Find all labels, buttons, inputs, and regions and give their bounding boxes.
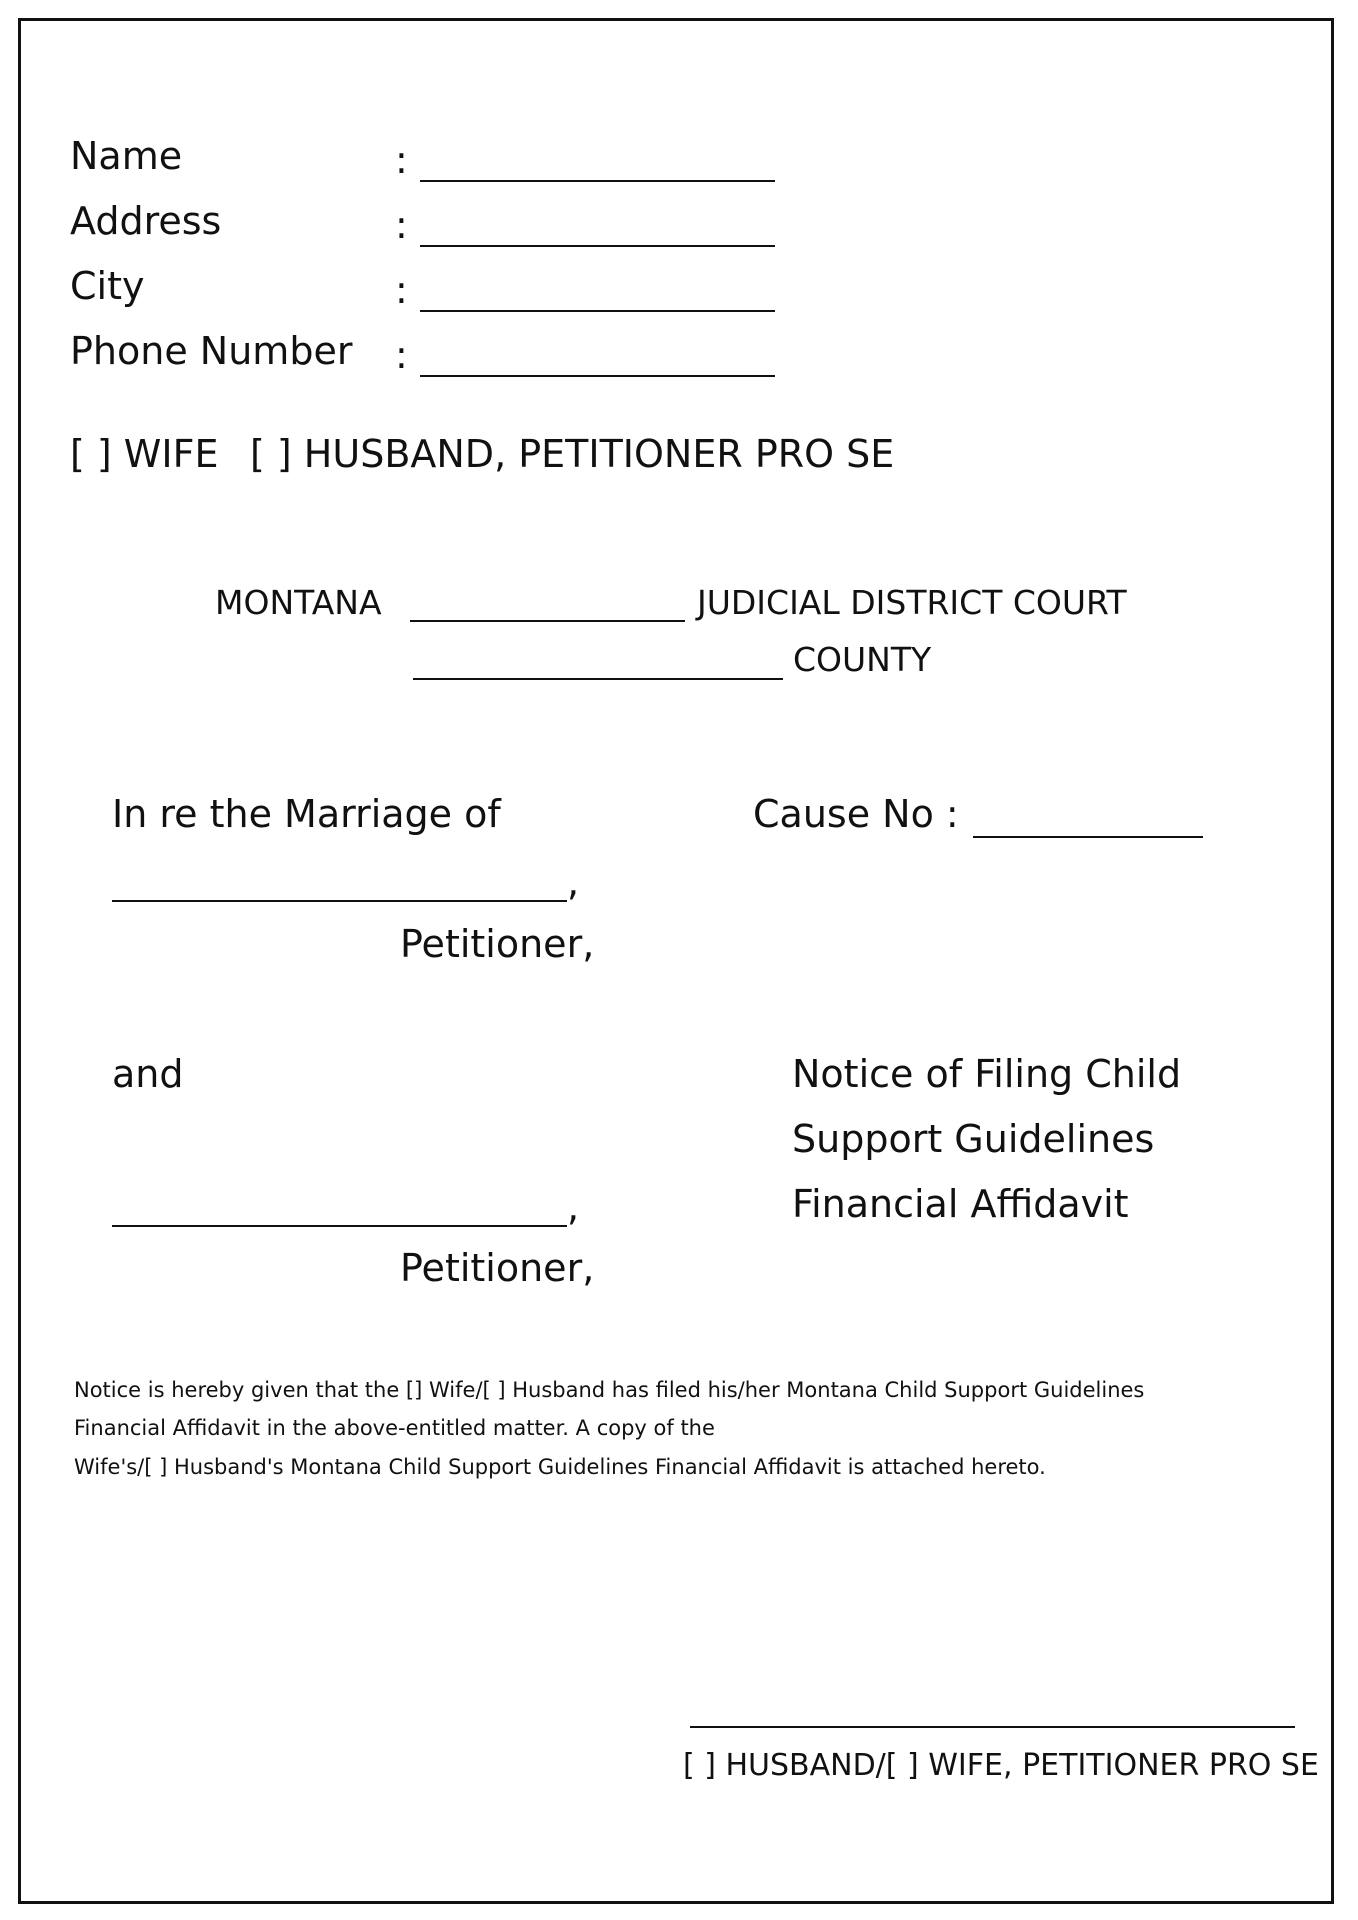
page-border bbox=[18, 18, 1334, 1904]
husband-checkbox-label[interactable]: [ ] HUSBAND, PETITIONER PRO SE bbox=[250, 432, 895, 476]
notice-line-3: Wife's/[ ] Husband's Montana Child Support Guidelines Financial Affidavit is attached hereto. bbox=[74, 1455, 1046, 1479]
court-district-suffix: JUDICIAL DISTRICT COURT bbox=[697, 583, 1127, 622]
city-label: City bbox=[70, 264, 145, 308]
petitioner-2-label: Petitioner, bbox=[400, 1246, 595, 1290]
in-re-marriage-label: In re the Marriage of bbox=[112, 792, 501, 836]
signature-line[interactable] bbox=[690, 1726, 1295, 1728]
title-line-1: Notice of Filing Child bbox=[792, 1052, 1182, 1096]
address-field[interactable] bbox=[420, 245, 775, 247]
address-colon: : bbox=[395, 203, 408, 247]
county-name-field[interactable] bbox=[413, 678, 783, 680]
title-line-2: Support Guidelines bbox=[792, 1117, 1155, 1161]
signature-caption: [ ] HUSBAND/[ ] WIFE, PETITIONER PRO SE bbox=[683, 1748, 1319, 1783]
name-field[interactable] bbox=[420, 180, 775, 182]
petitioner-1-label: Petitioner, bbox=[400, 922, 595, 966]
petitioner-1-comma: , bbox=[567, 860, 580, 904]
court-state: MONTANA bbox=[215, 583, 382, 622]
petitioner-1-name-field[interactable] bbox=[112, 900, 567, 902]
petitioner-2-name-field[interactable] bbox=[112, 1225, 567, 1227]
address-label: Address bbox=[70, 199, 222, 243]
district-number-field[interactable] bbox=[410, 620, 685, 622]
phone-field[interactable] bbox=[420, 375, 775, 377]
and-label: and bbox=[112, 1052, 184, 1096]
notice-line-2: Financial Affidavit in the above-entitled matter. A copy of the bbox=[74, 1416, 715, 1440]
phone-colon: : bbox=[395, 333, 408, 377]
name-colon: : bbox=[395, 138, 408, 182]
notice-line-1: Notice is hereby given that the [] Wife/[ ] Husband has filed his/her Montana Child Support Guidelines bbox=[74, 1378, 1145, 1402]
phone-label: Phone Number bbox=[70, 329, 353, 373]
title-line-3: Financial Affidavit bbox=[792, 1182, 1129, 1226]
cause-no-label: Cause No : bbox=[753, 792, 959, 836]
city-colon: : bbox=[395, 268, 408, 312]
petitioner-2-comma: , bbox=[567, 1185, 580, 1229]
wife-checkbox-label[interactable]: [ ] WIFE bbox=[70, 432, 219, 476]
court-county-suffix: COUNTY bbox=[793, 640, 932, 679]
city-field[interactable] bbox=[420, 310, 775, 312]
name-label: Name bbox=[70, 134, 183, 178]
cause-no-field[interactable] bbox=[973, 836, 1203, 838]
